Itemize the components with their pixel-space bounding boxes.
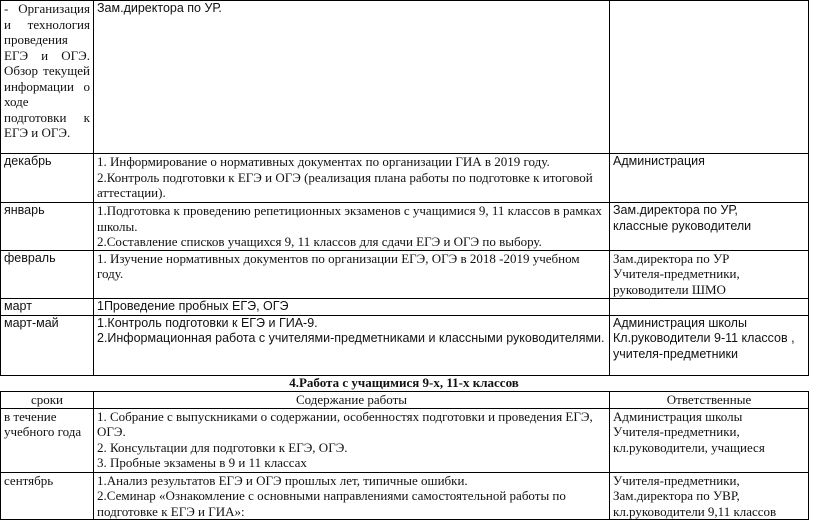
responsible-cell bbox=[610, 154, 809, 203]
responsible-line: Зам.директора по УР bbox=[613, 250, 730, 266]
table-row bbox=[1, 315, 809, 375]
content-cell bbox=[94, 315, 610, 375]
responsible-cell bbox=[610, 203, 809, 251]
content-item: 1. Изучение нормативных документов по организации ЕГЭ, ОГЭ в 2018 -2019 учебном году. bbox=[97, 250, 580, 281]
content-item: 1.Анализ результатов ЕГЭ и ОГЭ прошлых лет, типичные ошибки. bbox=[97, 472, 468, 488]
content-item: 2. Консультации для подготовки к ЕГЭ, ОГЭ. bbox=[97, 439, 348, 455]
table-row bbox=[1, 1, 809, 154]
content-item: 2.Информационная работа с учителями-предметниками и классными руководителями. bbox=[97, 331, 605, 345]
period-text: - Организация и технология проведения ЕГЭ и ОГЭ. Обзор текущей информации о ходе подготовки к ЕГЭ и ОГЭ. bbox=[4, 1, 90, 140]
content-cell bbox=[94, 203, 610, 251]
period-text: сентябрь bbox=[4, 472, 54, 488]
column-header: Ответственные bbox=[610, 392, 809, 409]
responsible-cell bbox=[610, 408, 809, 472]
period-cell bbox=[1, 315, 94, 375]
content-item: 1. Информирование о нормативных документах по организации ГИА в 2019 году. bbox=[97, 154, 550, 169]
responsible-cell bbox=[610, 250, 809, 298]
plan-table-students bbox=[0, 391, 809, 520]
responsible-line: классные руководители bbox=[613, 218, 752, 233]
responsible-line: Администрация школы bbox=[613, 408, 743, 424]
period-cell bbox=[1, 154, 94, 203]
content-cell bbox=[94, 250, 610, 298]
responsible-cell bbox=[610, 315, 809, 375]
content-item: 3. Пробные экзамены в 9 и 11 классах bbox=[97, 455, 307, 470]
responsible-line: Учителя-предметники, bbox=[613, 424, 740, 439]
responsible-cell bbox=[94, 1, 610, 154]
period-cell bbox=[1, 472, 94, 520]
column-header: сроки bbox=[1, 392, 94, 409]
responsible-line: Кл.руководители 9-11 классов , bbox=[613, 331, 795, 345]
column-header: Содержание работы bbox=[94, 392, 610, 409]
content-item: 2.Семинар «Ознакомление с основными направлениями самостоятельной работы по подготовке к ЕГЭ и ГИА»: bbox=[97, 488, 566, 519]
responsible-line: Учителя-предметники, bbox=[613, 266, 740, 281]
period-text: февраль bbox=[4, 250, 56, 265]
content-item: 1Проведение пробных ЕГЭ, ОГЭ bbox=[97, 298, 289, 313]
responsible-line: Зам.директора по УР, bbox=[613, 203, 738, 217]
table-row bbox=[1, 203, 809, 251]
period-cell bbox=[1, 203, 94, 251]
content-item: 1. Собрание с выпускниками о содержании, особенностях подготовки и проведения ЕГЭ, ОГЭ. bbox=[97, 408, 593, 439]
content-item: 2.Контроль подготовки к ЕГЭ и ОГЭ (реализация плана работы по подготовке к итоговой аттестации). bbox=[97, 169, 593, 200]
responsible-text: Зам.директора по УР. bbox=[97, 1, 222, 15]
table-row bbox=[1, 154, 809, 203]
period-text: декабрь bbox=[4, 154, 52, 168]
table-row bbox=[1, 408, 809, 472]
period-cell bbox=[1, 408, 94, 472]
period-text: март bbox=[4, 298, 32, 313]
content-cell bbox=[94, 408, 610, 472]
responsible-line: Администрация bbox=[613, 154, 705, 168]
responsible-cell bbox=[610, 298, 809, 315]
responsible-line: Зам.директора по УВР, bbox=[613, 488, 740, 503]
content-cell bbox=[94, 472, 610, 520]
responsible-line: кл.руководители 9,11 классов bbox=[613, 503, 777, 519]
period-text: в течение учебного года bbox=[4, 408, 82, 439]
table-row bbox=[1, 472, 809, 520]
content-item: 1.Подготовка к проведению репетиционных экзаменов с учащимися 9, 11 классов в рамках школы. bbox=[97, 203, 602, 234]
responsible-line: Учителя-предметники, bbox=[613, 472, 740, 488]
content-item: 1.Контроль подготовки к ЕГЭ и ГИА-9. bbox=[97, 315, 318, 330]
period-cell bbox=[1, 1, 94, 154]
responsible-line: кл.руководители, учащиеся bbox=[613, 439, 765, 455]
empty-cell bbox=[610, 1, 809, 154]
period-text: январь bbox=[4, 203, 45, 217]
content-cell bbox=[94, 154, 610, 203]
section-heading: 4.Работа с учащимися 9-х, 11-х классов bbox=[289, 375, 519, 390]
responsible-cell bbox=[610, 472, 809, 520]
period-cell bbox=[1, 298, 94, 315]
period-cell bbox=[1, 250, 94, 298]
content-cell bbox=[94, 298, 610, 315]
table-row bbox=[1, 298, 809, 315]
table-row bbox=[1, 250, 809, 298]
responsible-line: Администрация школы bbox=[613, 315, 747, 330]
table-header-row bbox=[1, 392, 809, 409]
period-text: март-май bbox=[4, 315, 59, 330]
responsible-line: учителя-предметники bbox=[613, 346, 738, 361]
content-item: 2.Составление списков учащихся 9, 11 классов для сдачи ЕГЭ и ОГЭ по выбору. bbox=[97, 234, 542, 249]
responsible-line: руководители ШМО bbox=[613, 281, 726, 297]
